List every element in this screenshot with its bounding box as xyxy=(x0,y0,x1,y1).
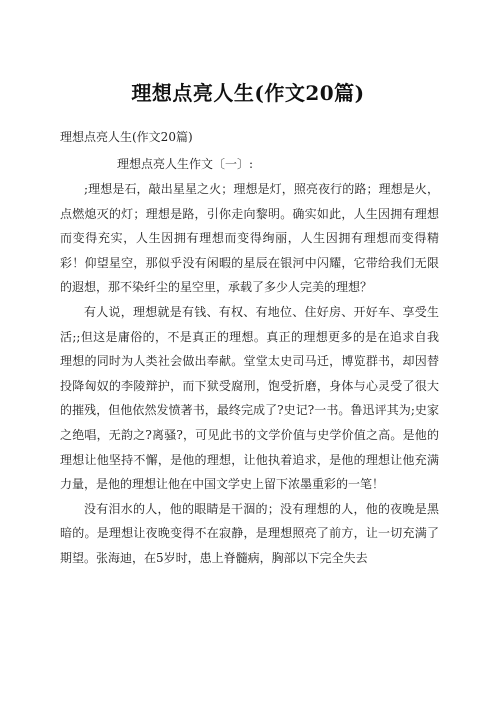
paragraph: 没有泪水的人，他的眼睛是干涸的；没有理想的人，他的夜晚是黑暗的。是理想让夜晚变得不在寂静，是理想照亮了前方，让一切充满了期望。张海迪，在5岁时，患上脊髓病，胸部以下完全失去 xyxy=(60,501,439,565)
paragraph: ;理想是石，敲出星星之火；理想是灯，照亮夜行的路；理想是火，点燃熄灭的灯；理想是路，引你走向黎明。确实如此，人生因拥有理想而变得充实，人生因拥有理想而变得绚丽，人生因拥有理想而变得精彩！仰望星空，那似乎没有闲暇的星辰在银河中闪耀，它带给我们无限的遐想，那不染纤尘的星空里，承载了多少人完美的理想？ xyxy=(60,182,439,295)
section-heading: 理想点亮人生作文〔一〕: xyxy=(117,157,254,171)
paragraph: 有人说，理想就是有钱、有权、有地位、住好房、开好车、享受生活;;但这是庸俗的，不是真正的理想。真正的理想更多的是在追求自我理想的同时为人类社会做出奉献。堂堂太史司马迁，博览群书，却因替投降匈奴的李陵辩护，而下狱受腐刑，饱受折磨，身体与心灵受了很大的摧残，但他依然发愤著书，最终完成了?史记?一书。鲁迅评其为;史家之绝唱，无韵之?离骚?，可见此书的文学价值与史学价值之高。是他的理想让他坚持不懈，是他的理想，让他执着追求，是他的理想让他充满力量，是他的理想让他在中国文学史上留下浓墨重彩的一笔！ xyxy=(60,304,439,492)
document-subtitle: 理想点亮人生(作文20篇) xyxy=(60,130,193,144)
document-title: 理想点亮人生(作文20篇) xyxy=(131,81,365,105)
document-body xyxy=(60,177,439,571)
